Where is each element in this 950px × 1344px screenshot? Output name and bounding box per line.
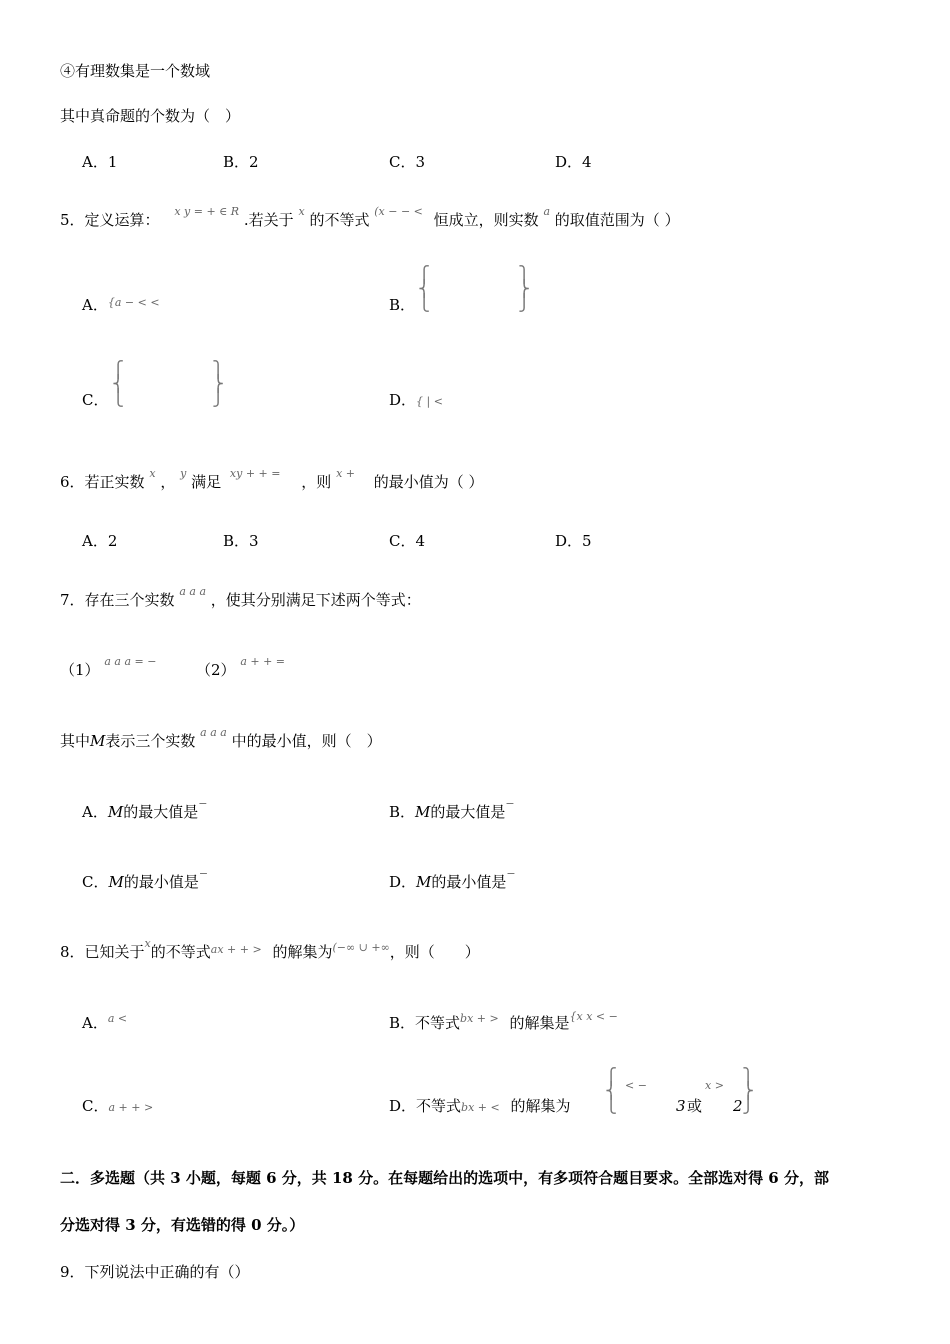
q5-option-c [82,390,108,410]
q7-m-var: M [90,732,106,750]
section-2-heading-line-1: 二．多选题（共 3 小题，每题 6 分，共 18 分。在每题给出的选项中，有多项符合题目要求。全部选对得 6 分，部 [60,1169,829,1187]
q8-option-b [389,1010,618,1035]
q7-option-d-m: M [416,873,432,891]
q8-option-d-inequality: bx + < [461,1101,500,1114]
q7-option-a-label: A． [82,803,108,821]
q8-option-d-mid: 的解集为 [510,1097,571,1115]
q8-option-c-formula: a + + > [108,1101,154,1114]
q7-eq2-label: （2） [196,661,236,679]
q7-eq2-formula: a + + = [240,655,286,668]
q7-m-definition [60,726,382,753]
q6-suffix: 的最小值为（ ） [373,473,484,491]
q5-option-a-label: A． [82,296,108,314]
q5-option-a-formula: {a − < < [107,296,160,309]
q6-prefix: 6．若正实数 [60,473,145,491]
question-prompt: 其中真命题的个数为（ ） [60,107,241,125]
q5-option-d-formula: { | < [416,395,443,408]
q8-option-a-label: A． [82,1014,108,1032]
q7-option-d-label: D． [389,873,417,891]
q8-option-d-set-part2: x > [705,1079,724,1092]
q8-inequality: ax + + > [210,943,262,956]
q8-mid2: 的解集为 [272,943,333,961]
q5-suffix2: 的取值范围为（ ） [554,211,680,229]
q8-solution-set: (−∞ ∪ +∞ [332,941,390,954]
q6-expression: x + [336,467,355,480]
q7-option-c-label: C． [82,873,109,891]
q8-option-d-three: 3 [676,1097,686,1115]
q8-suffix: ，则（ ） [389,943,480,961]
q8-option-d-label: D．不等式 [389,1097,462,1115]
q5-option-c-left-brace: ⎧ ⎨ ⎩ [112,360,124,407]
q7-stem [60,585,421,612]
q5-option-c-label: C． [82,391,109,409]
q8-mid: 的不等式 [150,943,211,961]
q5-option-c-right-brace: ⎫ ⎬ ⎭ [212,360,224,407]
q6-formula: xy + + = [229,467,281,480]
q5-var-a: a [543,205,551,218]
q8-prefix: 8．已知关于 [60,943,145,961]
q6-then: ，则 [301,473,332,491]
q6-var-x: x [149,467,156,480]
q6-option-a: A．2 [82,532,118,550]
q6-var-y: y [180,467,187,480]
q5-var-x: x [298,205,305,218]
q5-option-b-label: B． [389,296,416,314]
option-b: B．2 [223,153,259,171]
q6-option-b: B．3 [223,532,259,550]
q7-equation-2 [196,655,286,682]
q5-option-b-left-brace: ⎧ ⎨ ⎩ [418,265,430,312]
q7-suffix: ，使其分别满足下述两个等式： [210,591,421,609]
q8-var-x: x [144,937,151,950]
q7-m-suffix: 中的最小值，则（ ） [231,732,382,750]
q6-option-d: D．5 [555,532,592,550]
q7-option-a [82,797,208,824]
q5-mid: .若关于 [243,211,294,229]
q8-option-c [82,1096,153,1118]
q7-option-a-m: M [107,803,124,821]
q5-suffix: 恒成立，则实数 [433,211,539,229]
q9-stem: 9．下列说法中正确的有（） [60,1263,250,1281]
q7-option-d [389,867,516,894]
q7-prefix: 7．存在三个实数 [60,591,175,609]
q8-option-b-inequality: bx + > [460,1012,499,1025]
q7-option-c-value: − [198,867,209,880]
q7-equation-1 [60,655,157,682]
q5-stem [60,205,680,232]
q5-mid2: 的不等式 [309,211,370,229]
q7-option-d-value: − [506,867,516,880]
q5-option-b-right-brace: ⎫ ⎬ ⎭ [518,265,530,312]
q8-option-d-set-part1: < − [625,1079,647,1092]
q7-option-b-m: M [415,803,431,821]
q8-option-b-set: {x x < − [569,1010,618,1023]
q7-option-b-label: B． [389,803,416,821]
q8-option-d-two: 2 [733,1097,743,1115]
q5-option-a [82,295,160,317]
q6-option-c: C．4 [389,532,426,550]
q7-option-a-value: − [198,797,208,810]
q5-option-d [389,390,443,412]
q8-option-c-label: C． [82,1097,109,1115]
q7-m-text: 表示三个实数 [105,732,196,750]
q5-formula-operation: x y = + ∈ R [174,205,240,218]
q7-option-c-text: 的最小值是 [123,873,199,891]
q6-cond: 满足 [191,473,222,491]
q7-option-c-m: M [108,873,124,891]
q7-m-vars: a a a [200,726,227,739]
q8-option-a [82,1013,127,1035]
q7-eq1-formula: a a a = − [104,655,157,668]
item-4-statement: ④有理数集是一个数域 [60,62,211,80]
q5-prefix: 5．定义运算： [60,211,160,229]
q7-option-b-text: 的最大值是 [430,803,506,821]
q7-option-d-text: 的最小值是 [431,873,507,891]
q5-option-b [389,295,415,315]
q8-option-d-left-brace: ⎧ ⎨ ⎩ [605,1067,617,1114]
q8-option-d [389,1096,571,1118]
q7-option-c [82,867,209,894]
q8-option-d-or: 或 [687,1097,703,1115]
section-2-heading-line-2: 分选对得 3 分，有选错的得 0 分。） [60,1216,305,1234]
q7-vars: a a a [179,585,206,598]
q7-m-prefix: 其中 [60,732,91,750]
q7-option-b [389,797,515,824]
q8-option-d-right-brace: ⎫ ⎬ ⎭ [742,1067,754,1114]
option-d: D．4 [555,153,592,171]
q6-comma: ， [160,473,176,491]
q8-stem [60,937,480,964]
q8-option-b-mid: 的解集是 [509,1014,570,1032]
q7-option-a-text: 的最大值是 [123,803,199,821]
q6-stem [60,467,484,494]
q5-formula-inequality: (x − − < [374,205,423,218]
q8-option-b-label: B．不等式 [389,1014,461,1032]
option-c: C．3 [389,153,426,171]
option-a: A．1 [82,153,118,171]
q8-option-a-formula: a < [107,1012,128,1025]
q7-option-b-value: − [505,797,515,810]
q7-eq1-label: （1） [60,661,100,679]
q5-option-d-label: D． [389,391,417,409]
